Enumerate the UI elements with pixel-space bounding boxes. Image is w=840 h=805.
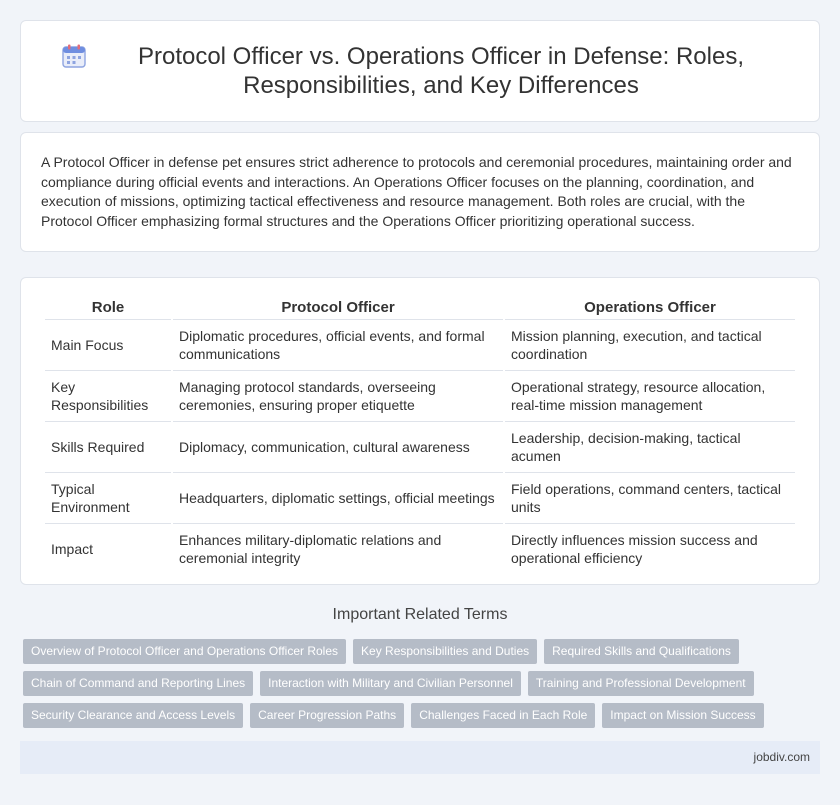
table-row [45, 422, 795, 473]
row-operations: Leadership, decision-making, tactical acumen [505, 422, 795, 473]
related-tag[interactable]: Security Clearance and Access Levels [23, 703, 243, 728]
row-protocol: Managing protocol standards, overseeing ceremonies, ensuring proper etiquette [173, 371, 503, 422]
related-tag[interactable]: Key Responsibilities and Duties [353, 639, 537, 664]
table-header-row [45, 298, 795, 320]
header-card [20, 20, 820, 122]
row-protocol: Diplomacy, communication, cultural awareness [173, 422, 503, 473]
row-operations: Operational strategy, resource allocation, real-time mission management [505, 371, 795, 422]
table-row [45, 524, 795, 574]
intro-text: A Protocol Officer in defense pet ensures strict adherence to protocols and ceremonial procedures, maintaining order and compliance during official events and interactions. An Operations Officer focuses on the planning, coordination, and execution of missions, optimizing tactical effectiveness and resource management. Both roles are crucial, with the Protocol Officer emphasizing formal structures and the Operations Officer prioritizing operational success. [41, 154, 792, 229]
related-terms-title: Important Related Terms [332, 606, 508, 623]
comparison-table [43, 298, 797, 574]
row-role: Impact [51, 541, 94, 557]
comparison-table-card [20, 277, 820, 585]
header-operations-officer: Operations Officer [505, 298, 795, 320]
page-title: Protocol Officer vs. Operations Officer in Defense: Roles, Responsibilities, and Key Differences [137, 43, 745, 99]
table-row [45, 371, 795, 422]
table-row [45, 320, 795, 371]
related-tag[interactable]: Training and Professional Development [528, 671, 754, 696]
header-role: Role [45, 298, 171, 320]
row-protocol: Headquarters, diplomatic settings, official meetings [173, 473, 503, 524]
related-tag[interactable]: Chain of Command and Reporting Lines [23, 671, 253, 696]
header-protocol-officer: Protocol Officer [173, 298, 503, 320]
footer [20, 741, 820, 774]
calendar-icon [61, 43, 87, 69]
row-operations: Directly influences mission success and operational efficiency [511, 532, 758, 566]
related-tag[interactable]: Interaction with Military and Civilian Personnel [260, 671, 521, 696]
row-operations: Field operations, command centers, tactical units [505, 473, 795, 524]
related-tag[interactable]: Impact on Mission Success [602, 703, 763, 728]
row-role: Key Responsibilities [45, 371, 171, 422]
row-protocol: Diplomatic procedures, official events, and formal communications [173, 320, 503, 371]
row-role: Typical Environment [45, 473, 171, 524]
related-tag[interactable]: Required Skills and Qualifications [544, 639, 739, 664]
row-operations: Mission planning, execution, and tactical coordination [505, 320, 795, 371]
footer-site-link[interactable]: jobdiv.com [753, 750, 810, 764]
table-row [45, 473, 795, 524]
related-tag[interactable]: Career Progression Paths [250, 703, 404, 728]
related-terms-tags [23, 639, 823, 728]
row-role: Main Focus [45, 320, 171, 371]
row-protocol: Enhances military-diplomatic relations and ceremonial integrity [179, 532, 442, 566]
intro-card [20, 132, 820, 252]
related-tag[interactable]: Challenges Faced in Each Role [411, 703, 595, 728]
row-role: Skills Required [45, 422, 171, 473]
related-tag[interactable]: Overview of Protocol Officer and Operations Officer Roles [23, 639, 346, 664]
